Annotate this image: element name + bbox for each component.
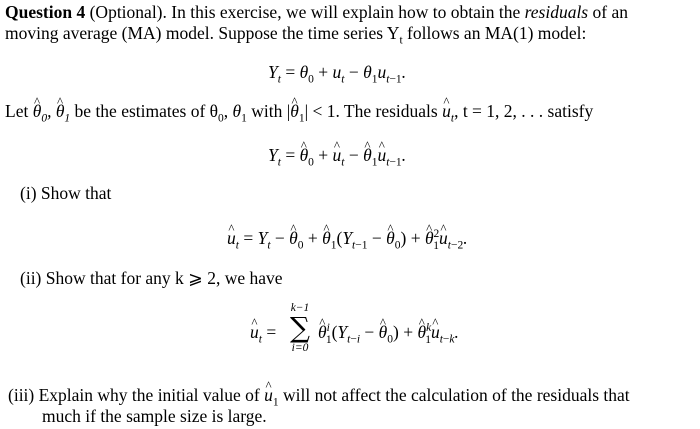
part-iii-text: (iii) Explain why the initial value of	[8, 385, 260, 405]
question-model-line	[5, 23, 587, 47]
intro-text-end: of an	[588, 2, 628, 22]
model-text: moving average (MA) model. Suppose the time series Y	[5, 23, 400, 43]
estimates-text-b: be the estimates of θ	[70, 101, 219, 121]
question-intro-line	[5, 2, 628, 22]
estimates-text-a: Let	[5, 101, 33, 121]
part-ii-label: (ii) Show that for any k ⩾ 2, we have	[20, 268, 283, 288]
part-iii-line2: much if the sample size is large.	[42, 406, 267, 426]
estimates-text-c: with |	[246, 101, 291, 121]
model-text-end: follows an MA(1) model:	[402, 23, 587, 43]
part-i-label: (i) Show that	[20, 183, 112, 203]
residuals-emphasis: residuals	[524, 2, 589, 22]
part-ii-lhs: ^ $u_t$ =	[250, 322, 276, 342]
summation-symbol: k−1 ∑ i=0	[285, 302, 315, 354]
intro-text: In this exercise, we will explain how to obtain the	[166, 2, 525, 22]
sum-upper-limit: k−1	[290, 302, 310, 314]
estimates-text-e: , t = 1, 2, . . . satisfy	[454, 101, 594, 121]
optional-tag: (Optional).	[89, 2, 167, 22]
part-iii-text-end: will not affect the calculation of the residuals that	[278, 385, 630, 405]
ma1-equation: $Y_t = \theta_0 + u_t - \theta_1u_{t-1}$.	[268, 62, 407, 86]
residual-equation: $Y_t$ = ^ $\theta_0$ + ^ $u_t$ − ^ $\theta_1\^{}$ $u_{t-1}$.	[268, 145, 406, 165]
estimates-line: Let ^ $\theta_0$, ^ $\theta_1$ be the estimates of $\theta_0$, $\theta_1$ with |^ $\theta_1| < 1$. The residuals ^ $u_t$, t = 1, 2, . . . satisfy	[5, 101, 593, 121]
sum-lower-limit: i=0	[291, 342, 309, 354]
part-i-equation: ^ $u_t = Y_t$ − ^ $\theta_0$ + ^ $\theta_1(Y_{t-1}$ − ^ $\theta_0$) + ^ $\theta^2_1\^{}$ $u_{t-2}$.	[227, 228, 468, 248]
question-label: Question 4	[5, 2, 86, 22]
estimates-text-d: | < 1. The residuals	[304, 101, 443, 121]
part-ii-rhs: ^ $\theta^i_1(Y_{t-i}$ − ^ $\theta_0$) + ^ $\theta^k_1\^{}$ $u_{t-k}$.	[318, 322, 459, 342]
model-subscript: t	[399, 34, 403, 47]
part-iii-line1: (iii) Explain why the initial value of ^ $u_1$ will not affect the calculation of the residuals that	[8, 385, 630, 405]
